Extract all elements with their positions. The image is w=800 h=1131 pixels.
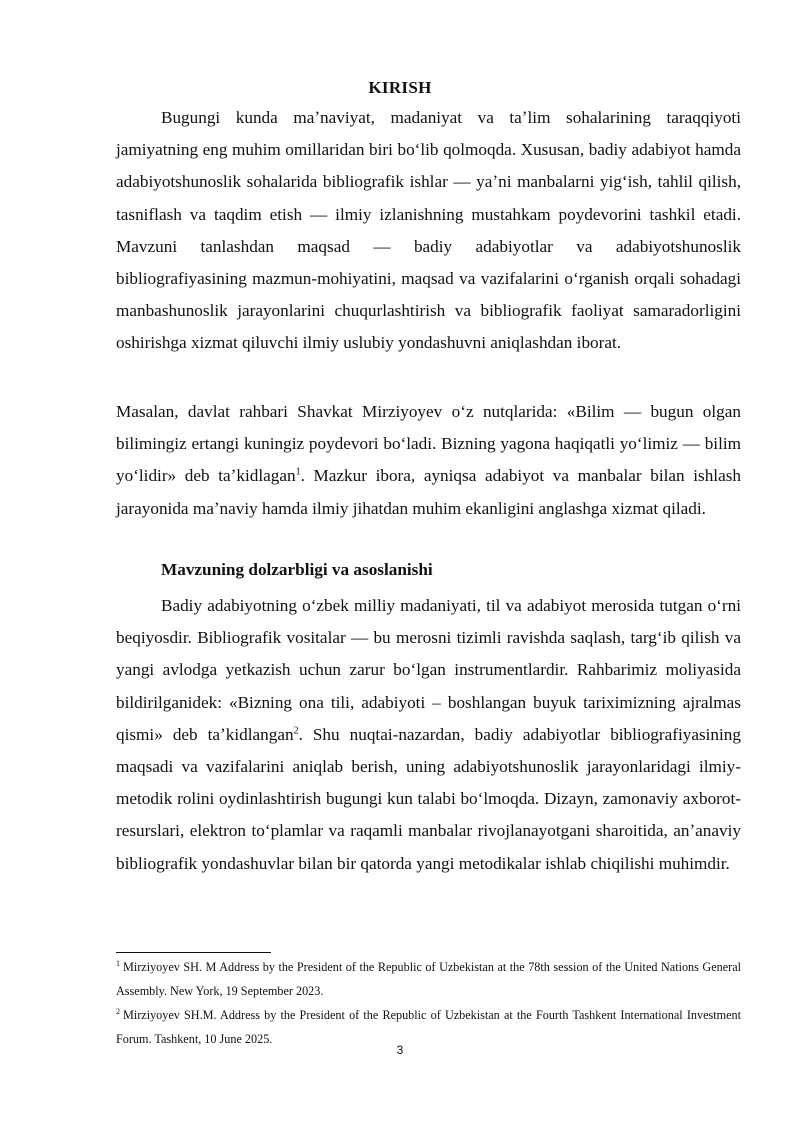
footnote-1-number: 1 bbox=[116, 958, 120, 968]
page-title: KIRISH bbox=[368, 78, 432, 97]
page-number: 3 bbox=[396, 1043, 404, 1057]
footnote-reference-1[interactable]: 1 bbox=[295, 466, 301, 478]
footnote-2-number: 2 bbox=[116, 1006, 120, 1016]
footnote-separator bbox=[116, 952, 271, 953]
relevance-paragraph-text: Badiy adabiyotning oʻzbek milliy madaniyati, til va adabiyot merosida tutgan oʻrni beqiyosdir. Bibliografik vositalar — bu merosni tizimli ravishda saqlash, targʻib qilish va yangi avlodga yetkazish uchun zarur boʻlgan instrumentlardir. Rahbarimiz moliyasida bildirilganidek: «Bizning ona tili, adabiyoti – boshlangan buyuk tariximizning ajralmas qismi» deb taʼkidlangan bbox=[116, 596, 741, 744]
relevance-paragraph bbox=[116, 590, 741, 880]
quote-paragraph-text: Masalan, davlat rahbari Shavkat Mirziyoyev oʻz nutqlarida: «Bilim — bugun olgan bilimingiz ertangi kuningiz poydevori boʻladi. Bizning yagona haqiqatli yoʻlimiz — bilim yoʻlidir» deb taʼkidlagan bbox=[116, 402, 741, 486]
section-heading: Mavzuning dolzarbligi va asoslanishi bbox=[161, 560, 433, 579]
quote-paragraph bbox=[116, 396, 741, 525]
footnote-2-text: Mirziyoyev SH.M. Address by the President of the Republic of Uzbekistan at the Fourth Tashkent International Investment Forum. Tashkent, 10 June 2025. bbox=[116, 1008, 741, 1046]
intro-paragraph: Bugungi kunda maʼnaviyat, madaniyat va taʼlim sohalarining taraqqiyoti jamiyatning eng muhim omillaridan biri boʻlib qolmoqda. Xususan, badiy adabiyot hamda adabiyotshunoslik sohalarida bibliografik ishlar — yaʼni manbalarni yigʻish, tahlil qilish, tasniflash va taqdim etish — ilmiy izlanishning mustahkam poydevorini tashkil etadi. Mavzuni tanlashdan maqsad — badiy adabiyotlar va adabiyotshunoslik bibliografiyasining mazmun-mohiyatini, maqsad va vazifalarini oʻrganish orqali sohadagi manbashunoslik jarayonlarini chuqurlashtirish va bibliografik faoliyat samaradorligini oshirishga xizmat qiluvchi ilmiy uslubiy yondashuvni aniqlashdan iborat. bbox=[116, 108, 741, 353]
footnote-1-text: Mirziyoyev SH. M Address by the President of the Republic of Uzbekistan at the 78th session of the United Nations General Assembly. New York, 19 September 2023. bbox=[116, 960, 741, 998]
quote-paragraph-continuation: . Mazkur ibora, ayniqsa adabiyot va manbalar bilan ishlash jarayonida maʼnaviy hamda ilmiy jihatdan muhim ekanligini anglashga xizmat qiladi. bbox=[116, 466, 741, 518]
relevance-paragraph-continuation: . Shu nuqtai-nazardan, badiy adabiyotlar bibliografiyasining maqsadi va vazifalarini aniqlab berish, uning adabiyotshunoslik jarayonlaridagi ilmiy-metodik rolini oydinlashtirish bugungi kun talabi boʻlmoqda. Dizayn, zamonaviy axborot-resurslari, elektron toʻplamlar va raqamli manbalar rivojlanayotgani sharoitida, anʼanaviy bibliografik yondashuvlar bilan bir qatorda yangi metodikalar ishlab chiqilishi muhimdir. bbox=[116, 724, 741, 873]
footnote-reference-2[interactable]: 2 bbox=[293, 725, 299, 737]
footnote-1 bbox=[116, 955, 741, 1003]
